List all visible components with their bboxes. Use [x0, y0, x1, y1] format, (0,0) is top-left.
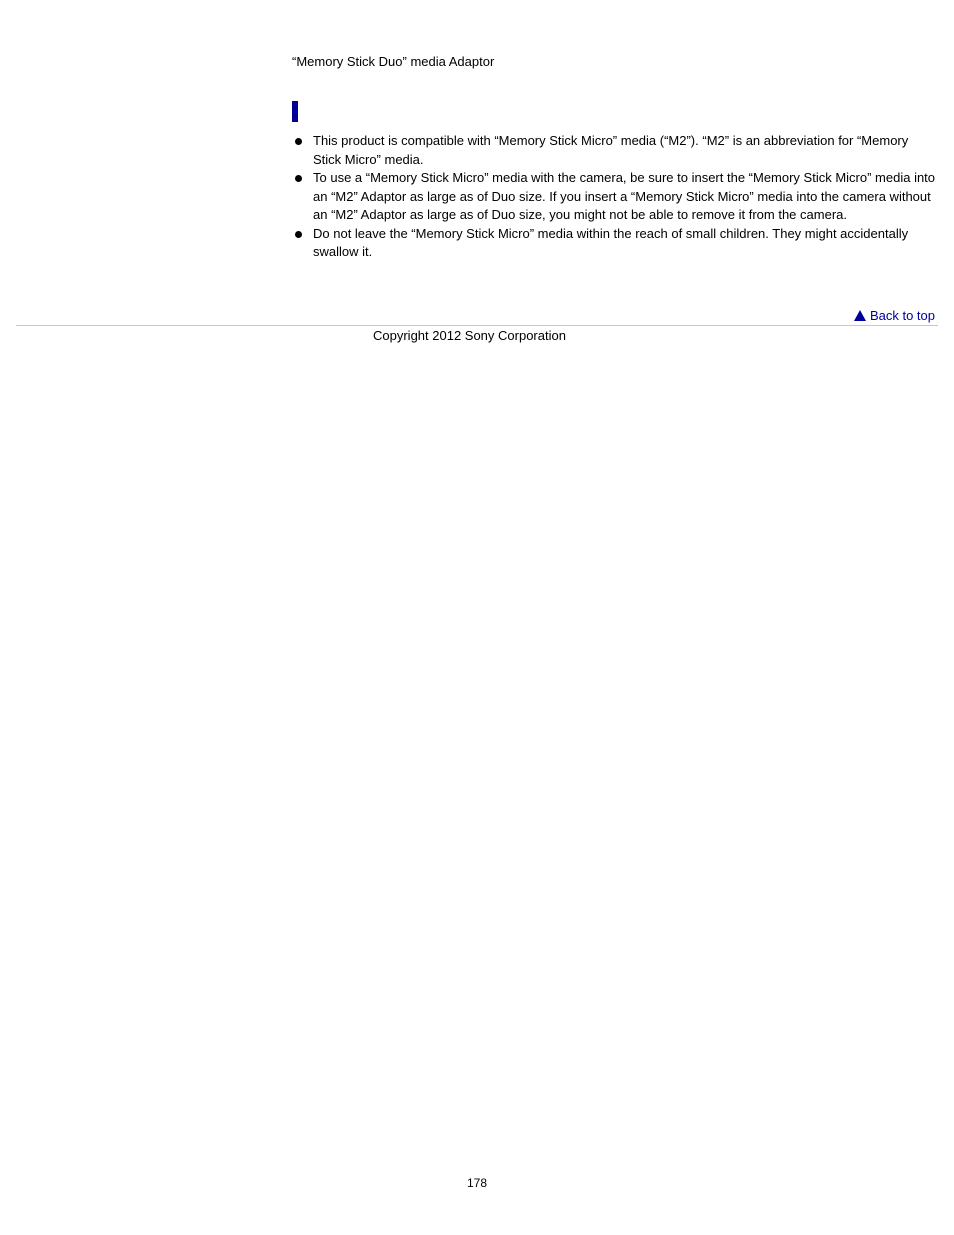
bullet-icon [295, 138, 302, 145]
copyright-text: Copyright 2012 Sony Corporation [373, 328, 566, 343]
list-item [292, 132, 937, 169]
notes-list [292, 132, 937, 262]
bullet-icon [295, 231, 302, 238]
up-triangle-icon [854, 310, 866, 321]
note-text: This product is compatible with “Memory Stick Micro” media (“M2”). “M2” is an abbreviation for “Memory Stick Micro” media. [313, 133, 909, 167]
list-item [292, 169, 937, 225]
back-to-top-label: Back to top [869, 308, 935, 323]
list-item [292, 225, 937, 262]
note-text: To use a “Memory Stick Micro” media with the camera, be sure to insert the “Memory Stick Micro” media into an “M2” Adaptor as large as of Duo size. If you insert a “Memory Stick Micro” media into the camera without an “M2” Adaptor as large as of Duo size, you might not be able to remove it from the camera. [313, 170, 936, 222]
note-text: Do not leave the “Memory Stick Micro” media within the reach of small children. They might accidentally swallow it. [313, 225, 909, 259]
footer-divider [16, 325, 938, 326]
section-marker-bar [292, 101, 298, 122]
back-to-top-link[interactable] [854, 307, 935, 324]
page-number: 178 [466, 1176, 488, 1190]
adaptor-heading-text: “Memory Stick Duo” media Adaptor [292, 54, 495, 69]
bullet-icon [295, 175, 302, 182]
